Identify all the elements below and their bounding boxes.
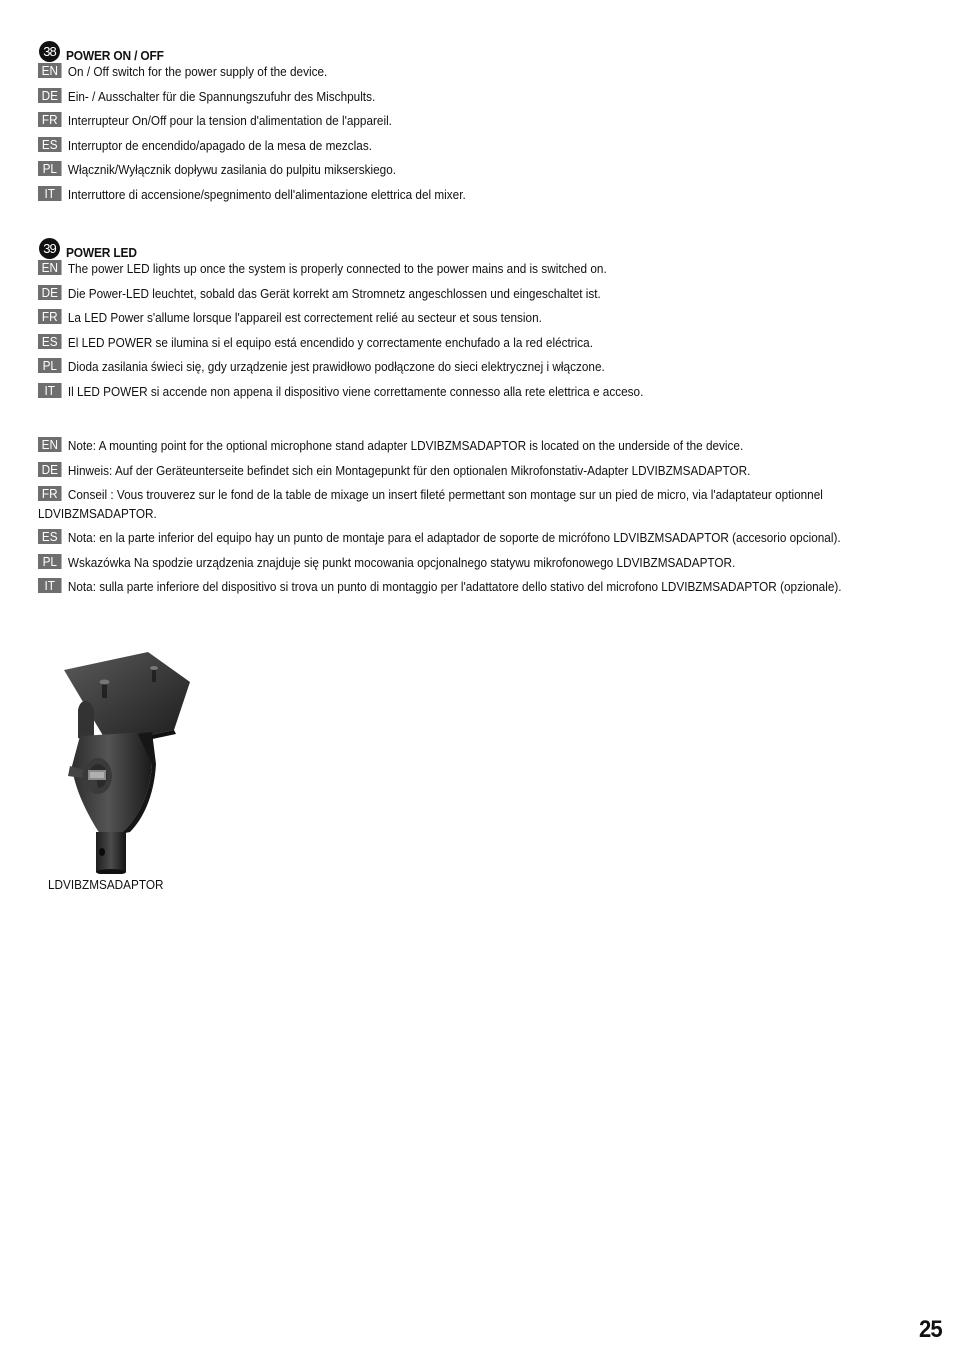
description-line-es — [38, 334, 816, 352]
language-badge: FR — [38, 112, 62, 127]
note-text: Nota: sulla parte inferiore del dispositivo si trova un punto di montaggio per l'adattatore dello stativo del microfono LDVIBZMSADAPTOR (opzionale). — [67, 579, 842, 594]
description-line-pl — [38, 358, 816, 376]
language-badge: DE — [38, 285, 62, 300]
product-caption: LDVIBZMSADAPTOR — [48, 877, 164, 892]
description-text: On / Off switch for the power supply of the device. — [67, 64, 328, 79]
description-line-it — [38, 186, 816, 204]
description-text: Interruttore di accensione/spegnimento dell'alimentazione elettrica del mixer. — [67, 186, 466, 202]
language-badge: ES — [38, 334, 62, 349]
description-text: Ein- / Ausschalter für die Spannungszufuhr des Mischpults. — [67, 88, 376, 104]
section-header — [38, 41, 898, 61]
notes-block — [38, 437, 954, 603]
section-power-led — [38, 238, 898, 401]
section-title: POWER ON / OFF — [66, 47, 164, 63]
language-badge: EN — [38, 260, 62, 275]
language-badge: PL — [38, 358, 62, 373]
language-badge: IT — [38, 383, 62, 398]
description-text: Dioda zasilania świeci się, gdy urządzenie jest prawidłowo podłączone do sieci elektrycznej i włączone. — [67, 359, 605, 375]
description-text: Interrupteur On/Off pour la tension d'alimentation de l'appareil. — [67, 113, 392, 129]
note-it — [38, 578, 874, 597]
language-badge: EN — [38, 63, 62, 78]
language-badge: EN — [38, 437, 62, 452]
note-fr — [38, 486, 874, 523]
description-line-es — [38, 137, 816, 155]
description-line-pl — [38, 161, 816, 179]
note-text: Conseil : Vous trouverez sur le fond de la table de mixage un insert fileté permettant son montage sur un pied de micro, via l'adaptateur optionnel LDVIBZMSADAPTOR. — [38, 487, 823, 521]
note-de — [38, 462, 874, 481]
description-line-fr — [38, 309, 816, 327]
description-line-en — [38, 260, 816, 278]
note-en — [38, 437, 874, 456]
language-badge: FR — [38, 309, 62, 324]
note-text: Wskazówka Na spodzie urządzenia znajduje się punkt mocowania opcjonalnego statywu mikrofonowego LDVIBZMSADAPTOR. — [67, 554, 736, 570]
language-badge: PL — [38, 554, 62, 569]
description-line-fr — [38, 112, 816, 130]
note-text: Note: A mounting point for the optional microphone stand adapter LDVIBZMSADAPTOR is located on the underside of the device. — [67, 438, 744, 453]
language-badge: ES — [38, 529, 62, 544]
note-text: Nota: en la parte inferior del equipo hay un punto de montaje para el adaptador de soporte de micrófono LDVIBZMSADAPTOR (accesorio opcional). — [67, 530, 841, 545]
language-badge: PL — [38, 161, 62, 176]
description-text: The power LED lights up once the system is properly connected to the power mains and is switched on. — [67, 261, 607, 276]
description-line-en — [38, 63, 816, 81]
description-text: Włącznik/Wyłącznik dopływu zasilania do pulpitu mikserskiego. — [67, 162, 397, 178]
language-badge: IT — [38, 186, 62, 201]
language-badge: DE — [38, 88, 62, 103]
description-text: La LED Power s'allume lorsque l'appareil est correctement relié au secteur et sous tension. — [67, 310, 542, 326]
section-number: 39 — [39, 238, 60, 259]
language-badge: DE — [38, 462, 62, 477]
note-text: Hinweis: Auf der Geräteunterseite befindet sich ein Montagepunkt für den optionalen Mikrofonstativ-Adapter LDVIBZMSADAPTOR. — [67, 462, 751, 478]
language-badge: IT — [38, 578, 62, 593]
description-text: El LED POWER se ilumina si el equipo está encendido y correctamente enchufado a la red eléctrica. — [67, 334, 593, 350]
description-line-de — [38, 285, 816, 303]
mic-stand-adapter-image — [60, 648, 194, 874]
section-title: POWER LED — [66, 244, 137, 260]
section-power-on-off — [38, 41, 898, 204]
section-header — [38, 238, 898, 258]
note-es — [38, 529, 874, 548]
language-badge: ES — [38, 137, 62, 152]
section-number: 38 — [39, 41, 60, 62]
description-line-de — [38, 88, 816, 106]
description-text: Il LED POWER si accende non appena il dispositivo viene correttamente connesso alla rete elettrica e acceso. — [67, 383, 644, 399]
description-text: Interruptor de encendido/apagado de la mesa de mezclas. — [67, 137, 373, 153]
note-pl — [38, 554, 874, 573]
description-text: Die Power-LED leuchtet, sobald das Gerät korrekt am Stromnetz angeschlossen und eingeschaltet ist. — [67, 285, 601, 301]
page-number: 25 — [919, 1316, 942, 1343]
description-line-it — [38, 383, 816, 401]
language-badge: FR — [38, 486, 62, 501]
